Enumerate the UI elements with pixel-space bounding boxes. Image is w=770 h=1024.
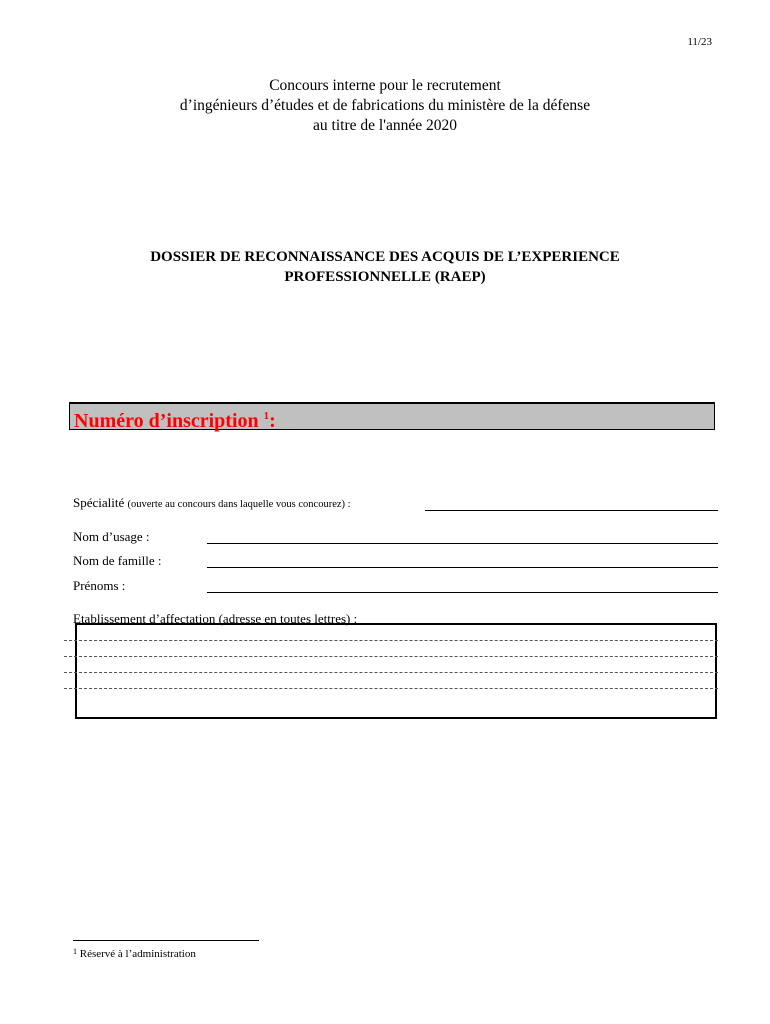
nom-famille-label: Nom de famille : [73,553,162,568]
specialite-field[interactable] [425,510,718,511]
address-line-2[interactable] [64,656,718,657]
address-line-1[interactable] [64,640,718,641]
etablissement-label: Etablissement d’affectation (adresse en toutes lettres) : [73,611,358,626]
address-line-3[interactable] [64,672,718,673]
registration-number-label: Numéro d’inscription $^1$: [74,410,276,432]
nom-usage-label: Nom d’usage : [73,529,150,544]
title-line-2: PROFESSIONNELLE (RAEP) [284,269,486,285]
footnote-ref: 1 [263,410,270,422]
footnote-text: Réservé à l’administration [77,948,196,960]
specialite-note: (ouverte au concours dans laquelle vous concourez) : [127,499,351,510]
prenoms-label: Prénoms : [73,578,126,593]
nom-famille-field[interactable] [207,567,718,568]
document-title [0,247,770,287]
page-number: 11/23 [687,36,712,48]
document-header [0,76,770,136]
header-line-1: Concours interne pour le recrutement [269,77,501,94]
nom-usage-field[interactable] [207,543,718,544]
registration-number-box[interactable] [69,402,715,430]
title-line-1: DOSSIER DE RECONNAISSANCE DES ACQUIS DE L’EXPERIENCE [150,249,620,265]
header-line-2: d’ingénieurs d’études et de fabrications du ministère de la défense [179,97,591,114]
footnote [73,947,196,960]
prenoms-field[interactable] [207,592,718,593]
footnote-number: 1 [73,947,77,956]
address-line-4[interactable] [64,688,718,689]
header-line-3: au titre de l'année 2020 [313,117,457,134]
address-box[interactable] [75,623,717,719]
footnote-separator [73,940,259,941]
specialite-label: Spécialité (ouverte au concours dans laquelle vous concourez) : [73,495,351,510]
